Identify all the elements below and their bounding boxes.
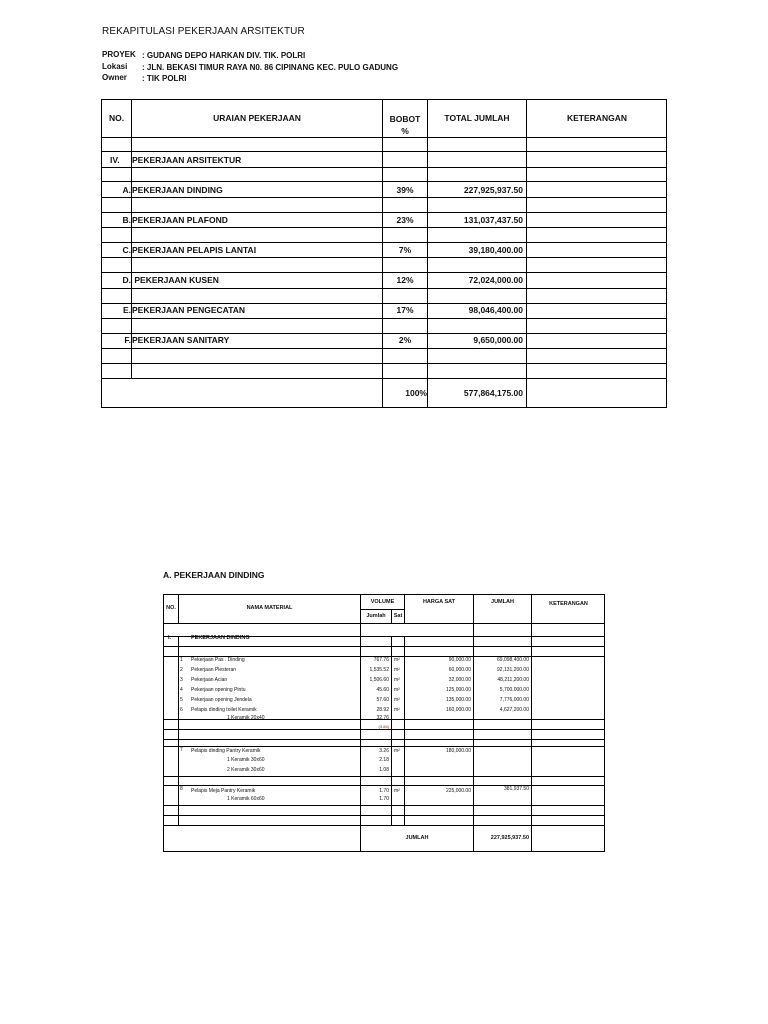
header-jumlah-rp: JUMLAH bbox=[491, 599, 514, 605]
sub-item-diff: (3.84) bbox=[378, 724, 389, 729]
grid-line bbox=[102, 348, 666, 349]
item-vol: 1.70 bbox=[379, 788, 389, 794]
item-vol: 3.26 bbox=[379, 748, 389, 754]
item-sat: m² bbox=[394, 677, 400, 683]
header-sat: Sat bbox=[393, 613, 403, 619]
item-vol: 57.60 bbox=[376, 697, 389, 703]
total-value: 227,925,937.50 bbox=[490, 835, 529, 841]
row-total: 9,650,000.00 bbox=[473, 335, 523, 345]
detail-title: A. PEKERJAAN DINDING bbox=[163, 570, 265, 580]
item-no: 3 bbox=[180, 677, 183, 683]
item-harga: 32,000.00 bbox=[448, 677, 471, 683]
item-jumlah: 7,776,000.00 bbox=[499, 697, 529, 703]
sub-item-vol: 32.76 bbox=[376, 715, 389, 721]
sub-item-vol: 2.18 bbox=[379, 757, 389, 763]
sub-item-nama: 1 Keramik 60x60 bbox=[227, 796, 265, 802]
item-no: 1 bbox=[180, 657, 183, 663]
item-vol: 1,506.60 bbox=[369, 677, 389, 683]
section-label: PEKERJAAN ARSITEKTUR bbox=[132, 155, 242, 165]
grid-line bbox=[391, 637, 392, 825]
section-no: I. bbox=[168, 635, 172, 641]
header-keterangan: KETERANGAN bbox=[549, 601, 588, 607]
item-sat: m² bbox=[394, 657, 400, 663]
item-nama: Pekerjaan Acian bbox=[191, 677, 228, 683]
item-harga: 180,000.00 bbox=[445, 748, 471, 754]
row-total: 72,024,000.00 bbox=[468, 275, 523, 285]
row-no: E. bbox=[122, 305, 131, 315]
item-nama: Pelapis dinding Pantry Keramik bbox=[191, 748, 261, 754]
grid-line bbox=[164, 746, 604, 747]
item-jumlah: 48,211,200.00 bbox=[497, 677, 529, 683]
header-harga: HARGA SAT bbox=[422, 599, 456, 605]
grid-line bbox=[164, 825, 604, 826]
header-uraian: URAIAN PEKERJAAN bbox=[213, 113, 301, 123]
item-sat: m² bbox=[394, 697, 400, 703]
item-no: 7 bbox=[180, 747, 183, 753]
header-total: TOTAL JUMLAH bbox=[444, 113, 510, 123]
item-vol: 767.76 bbox=[373, 657, 389, 663]
item-jumlah: 381,937.50 bbox=[503, 786, 529, 792]
header-nama: NAMA MATERIAL bbox=[246, 605, 293, 611]
grid-line bbox=[164, 646, 604, 647]
grid-line bbox=[164, 805, 604, 806]
item-harga: 90,000.00 bbox=[448, 657, 471, 663]
row-bobot: 7% bbox=[398, 245, 412, 255]
header-keterangan: KETERANGAN bbox=[567, 113, 627, 123]
sub-item-vol: 1.08 bbox=[379, 767, 389, 773]
item-sat: m² bbox=[394, 667, 400, 673]
row-no: F. bbox=[124, 335, 131, 345]
info-label-lokasi: Lokasi bbox=[102, 62, 128, 71]
info-label-proyek: PROYEK bbox=[102, 50, 136, 59]
header-bobot: BOBOT % bbox=[389, 114, 421, 136]
sub-item-nama: 2 Keramik 30x60 bbox=[227, 767, 265, 773]
row-total: 39,180,400.00 bbox=[468, 245, 523, 255]
item-vol: 1,535.52 bbox=[369, 667, 389, 673]
total-bobot: 100% bbox=[405, 388, 427, 398]
item-jumlah: 5,700,000.00 bbox=[499, 687, 529, 693]
item-sat: m² bbox=[394, 788, 400, 794]
item-harga: 125,000.00 bbox=[445, 687, 471, 693]
row-bobot: 2% bbox=[398, 335, 412, 345]
item-nama: Pelapis dinding toilet Keramik bbox=[191, 707, 257, 713]
row-no: D. bbox=[122, 275, 131, 285]
grid-line bbox=[102, 167, 666, 168]
grid-line bbox=[102, 257, 666, 258]
grid-line bbox=[360, 595, 361, 851]
row-no: B. bbox=[122, 215, 131, 225]
item-no: 2 bbox=[180, 667, 183, 673]
grid-line bbox=[164, 623, 604, 624]
info-value-lokasi: : JLN. BEKASI TIMUR RAYA N0. 86 CIPINANG KEC. PULO GADUNG bbox=[142, 63, 399, 72]
item-harga: 60,000.00 bbox=[448, 667, 471, 673]
row-label: PEKERJAAN PLAFOND bbox=[132, 215, 228, 225]
item-harga: 225,000.00 bbox=[445, 788, 471, 794]
total-jumlah: 577,864,175.00 bbox=[463, 388, 523, 398]
grid-line bbox=[164, 815, 604, 816]
info-label-owner: Owner bbox=[102, 73, 127, 82]
item-sat: m² bbox=[394, 687, 400, 693]
item-sat: m² bbox=[394, 748, 400, 754]
info-value-proyek: : GUDANG DEPO HARKAN DIV. TIK. POLRI bbox=[142, 51, 306, 60]
row-label: PEKERJAAN SANITARY bbox=[132, 335, 230, 345]
row-bobot: 39% bbox=[396, 185, 414, 195]
grid-line bbox=[102, 181, 666, 182]
grid-line bbox=[404, 637, 405, 825]
grid-line bbox=[102, 288, 666, 289]
item-jumlah: 69,098,400.00 bbox=[497, 657, 529, 663]
grid-line bbox=[102, 303, 666, 304]
item-no: 5 bbox=[180, 697, 183, 703]
header-jumlah: Jumlah bbox=[366, 613, 386, 619]
grid-line bbox=[102, 212, 666, 213]
grid-line bbox=[102, 197, 666, 198]
header-no: NO. bbox=[108, 113, 125, 123]
item-jumlah: 4,627,200.00 bbox=[499, 707, 529, 713]
grid-line bbox=[164, 739, 604, 740]
grid-line bbox=[360, 609, 404, 610]
item-no: 8 bbox=[180, 786, 183, 792]
item-nama: Pekerjaan opening Jendela bbox=[191, 697, 252, 703]
document-title: REKAPITULASI PEKERJAAN ARSITEKTUR bbox=[102, 26, 305, 37]
row-bobot: 12% bbox=[396, 275, 414, 285]
grid-line bbox=[102, 272, 666, 273]
grid-line bbox=[102, 363, 666, 364]
row-total: 131,037,437.50 bbox=[463, 215, 523, 225]
row-bobot: 17% bbox=[396, 305, 414, 315]
grid-line bbox=[178, 637, 179, 825]
item-no: 6 bbox=[180, 707, 183, 713]
grid-line bbox=[102, 333, 666, 334]
grid-line bbox=[531, 595, 532, 851]
row-bobot: 23% bbox=[396, 215, 414, 225]
row-label: PEKERJAAN PENGECATAN bbox=[132, 305, 246, 315]
header-no: NO. bbox=[166, 605, 176, 611]
item-harga: 160,000.00 bbox=[445, 707, 471, 713]
item-nama: Pekerjaan opening Pintu bbox=[191, 687, 246, 693]
total-label: JUMLAH bbox=[405, 835, 429, 841]
item-nama: Pelapis Meja Pantry Keramik bbox=[191, 788, 256, 794]
sub-item-nama: 1 Keramik 20x40 bbox=[227, 715, 265, 721]
header-volume: VOLUME bbox=[370, 599, 395, 605]
section-label: PEKERJAAN DINDING bbox=[191, 635, 250, 641]
row-no: C. bbox=[122, 245, 131, 255]
grid-line bbox=[164, 776, 604, 777]
row-label: PEKERJAAN DINDING bbox=[132, 185, 223, 195]
item-vol: 28.92 bbox=[376, 707, 389, 713]
grid-line bbox=[164, 785, 604, 786]
sub-item-nama: 1 Keramik 30x60 bbox=[227, 757, 265, 763]
item-vol: 45.60 bbox=[376, 687, 389, 693]
grid-line bbox=[102, 318, 666, 319]
row-total: 227,925,937.50 bbox=[463, 185, 523, 195]
row-no: A. bbox=[122, 185, 131, 195]
grid-line bbox=[102, 227, 666, 228]
row-total: 98,046,400.00 bbox=[468, 305, 523, 315]
detail-table bbox=[163, 594, 605, 852]
item-no: 4 bbox=[180, 687, 183, 693]
grid-line bbox=[473, 595, 474, 851]
section-no: IV. bbox=[110, 155, 120, 165]
item-sat: m² bbox=[394, 707, 400, 713]
summary-table bbox=[101, 99, 667, 408]
row-label: PEKERJAAN KUSEN bbox=[132, 275, 219, 285]
item-jumlah: 92,131,200.00 bbox=[497, 667, 529, 673]
item-nama: Pekerjaan Pas . Dinding bbox=[191, 657, 245, 663]
grid-line bbox=[102, 137, 666, 138]
grid-line bbox=[526, 100, 527, 407]
item-harga: 135,000.00 bbox=[445, 697, 471, 703]
grid-line bbox=[102, 151, 666, 152]
item-nama: Pekerjaan Plesteran bbox=[191, 667, 237, 673]
grid-line bbox=[102, 378, 666, 379]
row-label: PEKERJAAN PELAPIS LANTAI bbox=[132, 245, 257, 255]
grid-line bbox=[102, 242, 666, 243]
sub-item-vol: 1.70 bbox=[379, 796, 389, 802]
info-value-owner: : TIK POLRI bbox=[142, 74, 187, 83]
